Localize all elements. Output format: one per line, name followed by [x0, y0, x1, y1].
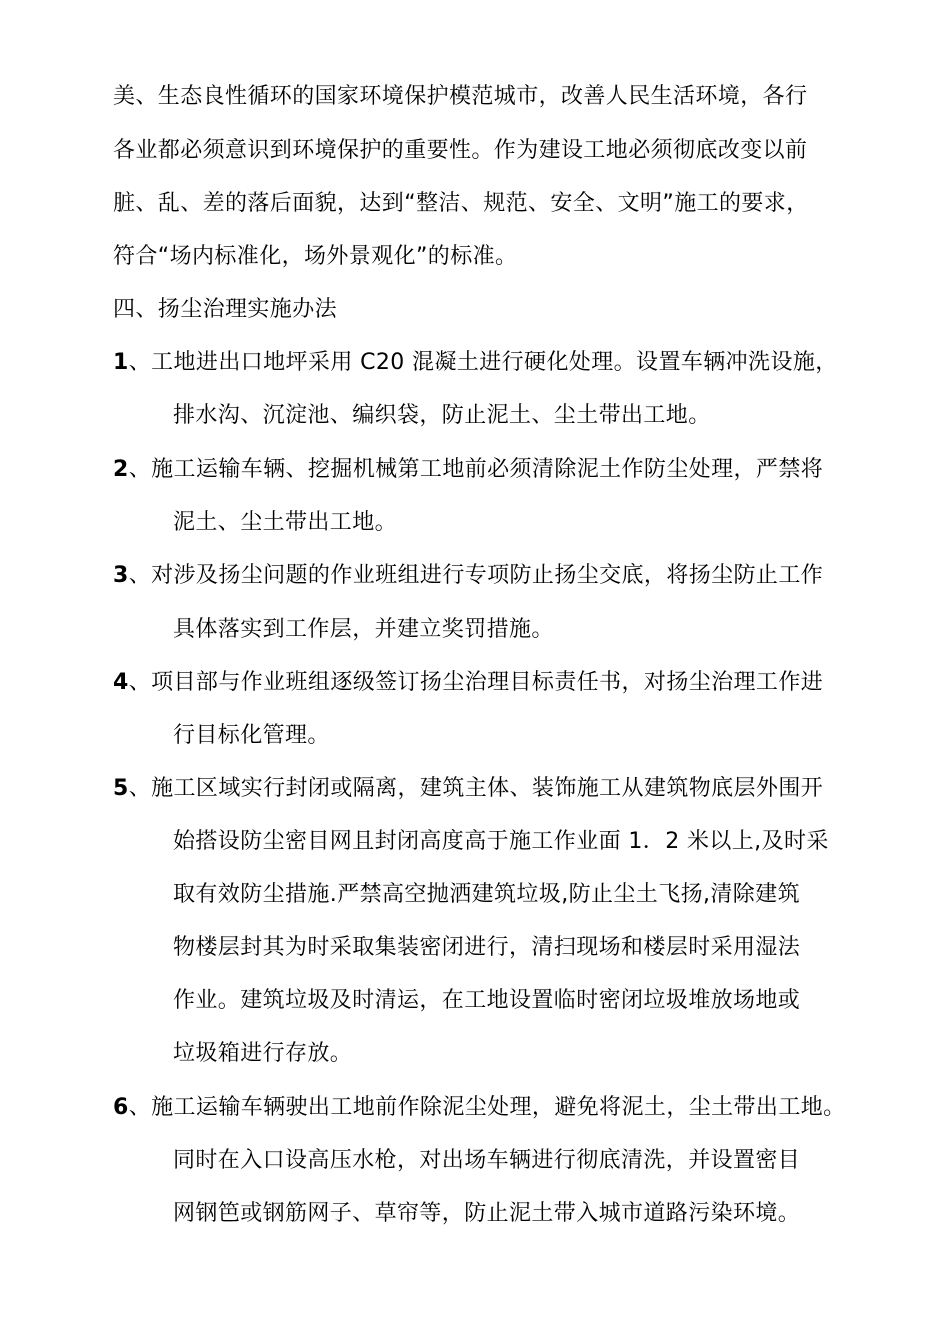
- section-heading: 四、扬尘治理实施办法: [113, 297, 338, 322]
- item-continuation: 排水沟、沉淀池、编织袋，防止泥土、尘土带出工地。: [173, 403, 711, 428]
- item-continuation: 取有效防尘措施.严禁高空抛洒建筑垃圾,防止尘土飞扬,清除建筑: [173, 882, 800, 907]
- item-number: 6: [113, 1095, 129, 1120]
- paragraph-line: 各业都必须意识到环境保护的重要性。作为建设工地必须彻底改变以前: [113, 138, 808, 163]
- item-continuation: 网钢笆或钢筋网子、草帘等，防止泥土带入城市道路污染环境。: [173, 1201, 801, 1226]
- item-text: 、项目部与作业班组逐级签订扬尘治理目标责任书，对扬尘治理工作进: [128, 670, 824, 695]
- item-number: 4: [113, 670, 129, 695]
- list-item-5: [113, 774, 823, 804]
- item-number: 2: [113, 457, 129, 482]
- paragraph-line: 符合“场内标准化，场外景观化”的标准。: [113, 244, 518, 269]
- item-continuation: 物楼层封其为时采取集装密闭进行，清扫现场和楼层时采用湿法: [173, 935, 801, 960]
- item-continuation: 具体落实到工作层，并建立奖罚措施。: [173, 617, 554, 642]
- list-item-3: [113, 561, 823, 591]
- list-item-4: [113, 668, 823, 698]
- list-item-2: [113, 455, 823, 485]
- item-continuation: 作业。建筑垃圾及时清运，在工地设置临时密闭垃圾堆放场地或: [173, 988, 801, 1013]
- item-text: 、施工区域实行封闭或隔离，建筑主体、装饰施工从建筑物底层外围开: [128, 776, 824, 801]
- item-number: 5: [113, 776, 129, 801]
- item-continuation: 同时在入口设高压水枪，对出场车辆进行彻底清洗，并设置密目: [173, 1148, 801, 1173]
- item-continuation: 行目标化管理。: [173, 723, 330, 748]
- item-text: 、工地进出口地坪采用 C20 混凝土进行硬化处理。设置车辆冲洗设施，: [128, 350, 838, 375]
- item-continuation: 泥土、尘土带出工地。: [173, 510, 398, 535]
- paragraph-line: 美、生态良性循环的国家环境保护模范城市，改善人民生活环境，各行: [113, 84, 808, 109]
- item-continuation: 垃圾箱进行存放。: [173, 1041, 353, 1066]
- item-text: 、施工运输车辆驶出工地前作除泥尘处理，避免将泥土，尘土带出工地。: [128, 1095, 846, 1120]
- item-text: 、施工运输车辆、挖掘机械第工地前必须清除泥土作防尘处理，严禁将: [128, 457, 824, 482]
- item-text: 、对涉及扬尘问题的作业班组进行专项防止扬尘交底，将扬尘防止工作: [128, 563, 824, 588]
- item-continuation: 始搭设防尘密目网且封闭高度高于施工作业面 1．2 米以上,及时采: [173, 829, 829, 854]
- item-number: 3: [113, 563, 129, 588]
- list-item-1: [113, 348, 838, 378]
- list-item-6: [113, 1093, 846, 1123]
- item-number: 1: [113, 350, 129, 375]
- paragraph-line: 脏、乱、差的落后面貌，达到“整洁、规范、安全、文明”施工的要求，: [113, 191, 809, 216]
